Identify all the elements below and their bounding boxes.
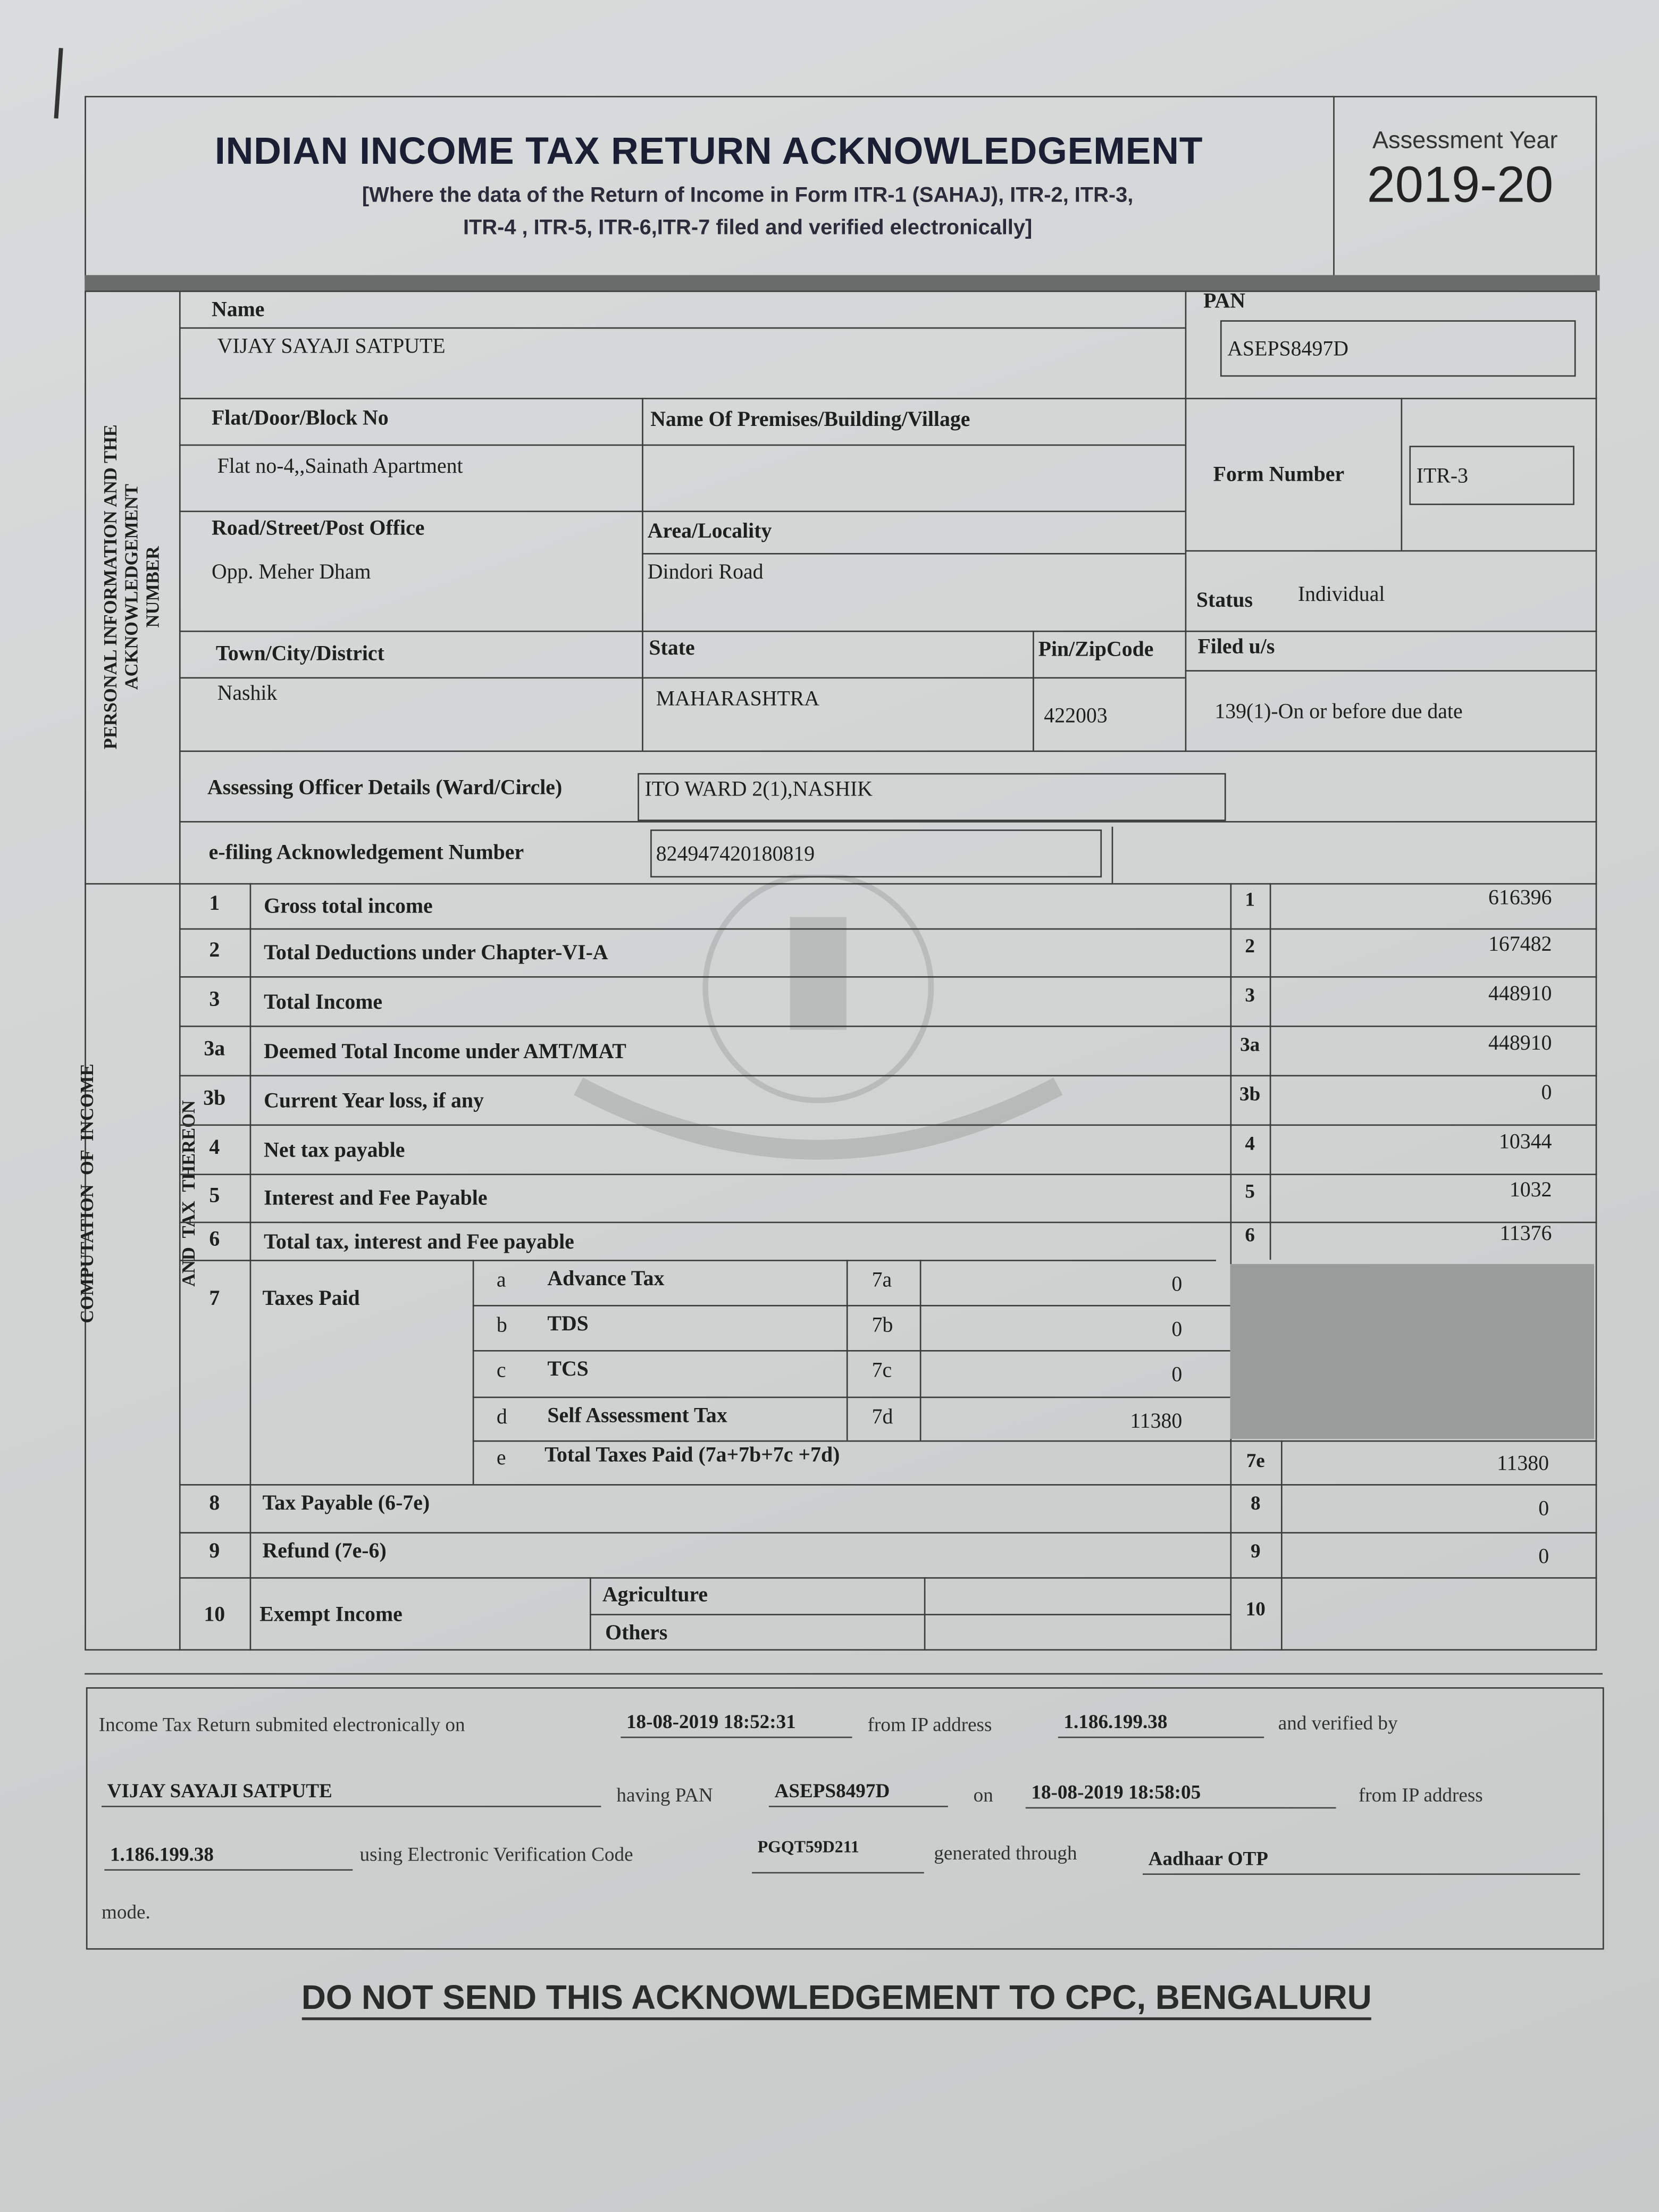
row-value: 11376 — [1499, 1222, 1552, 1245]
divider — [1185, 550, 1597, 552]
sub-code: 7b — [872, 1314, 893, 1338]
row-code: 4 — [1245, 1133, 1255, 1155]
divider — [642, 553, 1185, 555]
divider — [1401, 398, 1403, 550]
row-number: 5 — [209, 1185, 220, 1208]
town-label: Town/City/District — [215, 643, 384, 666]
town-value: Nashik — [217, 683, 278, 706]
row-code: 6 — [1245, 1225, 1255, 1247]
row-value: 11380 — [1497, 1453, 1549, 1476]
divider — [1185, 670, 1597, 672]
divider — [179, 1532, 1597, 1534]
row-label: Total tax, interest and Fee payable — [264, 1230, 574, 1254]
row-label: Net tax payable — [264, 1139, 405, 1162]
divider — [1185, 291, 1187, 751]
divider — [473, 1350, 1230, 1352]
section-label-line: ACKNOWLEDGEMENT — [120, 484, 142, 690]
verification-method: Aadhaar OTP — [1143, 1849, 1580, 1875]
filed-label: Filed u/s — [1197, 636, 1275, 659]
sub-letter: c — [496, 1360, 506, 1383]
row-value: 448910 — [1488, 982, 1552, 1006]
divider — [1230, 1440, 1597, 1442]
verified-pan: ASEPS8497D — [769, 1782, 948, 1807]
income-tax-department-emblem-watermark — [564, 875, 1072, 1199]
row-code: 7e — [1246, 1452, 1265, 1473]
row-value: 0 — [1541, 1081, 1552, 1104]
divider — [179, 928, 1597, 930]
footer-notice — [85, 1979, 1588, 2018]
divider — [179, 677, 1185, 678]
form-number-value: ITR-3 — [1416, 465, 1469, 488]
state-value: MAHARASHTRA — [656, 688, 820, 711]
submit-ip: 1.186.199.38 — [1058, 1713, 1264, 1738]
sub-label: Self Assessment Tax — [547, 1405, 727, 1428]
row-code: 5 — [1245, 1182, 1255, 1204]
row-number: 6 — [209, 1228, 220, 1251]
row-number: 4 — [209, 1136, 220, 1159]
divider — [179, 398, 1597, 399]
divider — [473, 1397, 1230, 1398]
area-label: Area/Locality — [647, 520, 772, 543]
row-code: 8 — [1250, 1494, 1261, 1515]
sub-label: TCS — [547, 1358, 589, 1381]
section-label-line: NUMBER — [141, 546, 163, 628]
row-label: Gross total income — [264, 895, 433, 919]
divider — [179, 1125, 1597, 1126]
sub-label: Advance Tax — [547, 1268, 665, 1291]
ao-value: ITO WARD 2(1),NASHIK — [644, 778, 873, 801]
pin-value: 422003 — [1044, 705, 1108, 728]
divider — [179, 631, 1597, 632]
verified-on: 18-08-2019 18:58:05 — [1026, 1783, 1336, 1809]
flat-label: Flat/Door/Block No — [211, 407, 389, 431]
row-value: 167482 — [1488, 934, 1552, 957]
subtitle-line-2: ITR-4 , ITR-5, ITR-6,ITR-7 filed and verified electronically] — [463, 215, 1033, 240]
row-value: 0 — [1538, 1546, 1549, 1569]
divider — [473, 1305, 1230, 1306]
filed-value: 139(1)-On or before due date — [1214, 701, 1463, 724]
row-label: Refund (7e-6) — [262, 1540, 387, 1563]
sub-letter: b — [496, 1314, 507, 1338]
row-value: 1032 — [1509, 1179, 1552, 1202]
verified-by: VIJAY SAYAJI SATPUTE — [102, 1782, 601, 1807]
section-label-line: AND TAX THEREON — [178, 1100, 199, 1287]
verification-text: having PAN — [616, 1786, 713, 1807]
row-label: Total Deductions under Chapter-VI-A — [264, 942, 608, 965]
divider — [179, 750, 1597, 752]
divider — [473, 1440, 1230, 1442]
sub-label: TDS — [547, 1313, 589, 1336]
sub-value: 0 — [1171, 1273, 1183, 1297]
row-label: Total Income — [264, 991, 383, 1014]
verification-text: on — [973, 1786, 993, 1807]
sub-label: Agriculture — [602, 1584, 708, 1607]
divider — [179, 291, 181, 1651]
sub-value: 0 — [1171, 1364, 1183, 1387]
sub-code: 7c — [872, 1360, 892, 1383]
row-number: 7 — [209, 1288, 220, 1311]
personal-section-label — [99, 424, 163, 749]
road-label: Road/Street/Post Office — [211, 517, 425, 541]
redacted-area — [1230, 1264, 1594, 1439]
row-code: 3 — [1245, 985, 1255, 1007]
submitted-on: 18-08-2019 18:52:31 — [621, 1713, 852, 1738]
row-code: 3b — [1239, 1084, 1261, 1105]
row-label: Exempt Income — [259, 1604, 403, 1627]
row-code: 2 — [1245, 936, 1255, 958]
row-label: Current Year loss, if any — [264, 1090, 484, 1112]
divider — [179, 328, 1185, 329]
verification-text: from IP address — [1358, 1786, 1483, 1807]
pan-value: ASEPS8497D — [1227, 338, 1348, 362]
row-number: 3 — [209, 988, 220, 1011]
assessment-year-label: Assessment Year — [1372, 127, 1558, 154]
divider — [179, 1075, 1597, 1077]
divider — [179, 821, 1597, 823]
sub-letter: e — [496, 1447, 506, 1470]
row-number: 1 — [209, 893, 220, 916]
name-value: VIJAY SAYAJI SATPUTE — [217, 336, 446, 358]
divider — [642, 398, 643, 750]
row-code: 1 — [1245, 890, 1255, 911]
name-label: Name — [211, 299, 265, 322]
status-label: Status — [1196, 589, 1253, 613]
divider — [85, 1673, 1603, 1675]
divider — [179, 1174, 1597, 1175]
form-number-label: Form Number — [1213, 464, 1345, 487]
divider — [179, 976, 1597, 978]
row-value: 616396 — [1488, 887, 1552, 910]
section-label-line: COMPUTATION OF INCOME — [76, 1063, 98, 1323]
footer-text: DO NOT SEND THIS ACKNOWLEDGEMENT TO CPC, BENGALURU — [301, 1979, 1372, 2020]
row-label: Taxes Paid — [262, 1288, 360, 1311]
sub-label: Others — [605, 1622, 668, 1645]
sub-code: 7d — [872, 1406, 893, 1429]
section-label-line: PERSONAL INFORMATION AND THE — [99, 424, 121, 750]
verification-text: and verified by — [1278, 1714, 1398, 1736]
divider — [179, 1484, 1597, 1486]
row-code: 9 — [1250, 1541, 1261, 1563]
pen-mark — [54, 48, 63, 119]
divider — [1270, 883, 1271, 1260]
row-code: 3a — [1240, 1035, 1260, 1056]
sub-label: Total Taxes Paid (7a+7b+7c +7d) — [544, 1444, 840, 1468]
row-value: 10344 — [1498, 1130, 1552, 1153]
row-number: 3b — [203, 1087, 226, 1110]
row-number: 2 — [209, 939, 220, 962]
verification-text: generated through — [934, 1844, 1077, 1865]
area-value: Dindori Road — [647, 561, 764, 584]
row-number: 3a — [204, 1037, 225, 1060]
divider — [179, 1577, 1597, 1579]
page-title: INDIAN INCOME TAX RETURN ACKNOWLEDGEMENT — [214, 130, 1203, 172]
divider — [179, 1026, 1597, 1027]
sub-value: 0 — [1171, 1319, 1183, 1342]
ack-label: e-filing Acknowledgement Number — [208, 842, 524, 865]
divider — [179, 445, 1185, 446]
road-value: Opp. Meher Dham — [211, 561, 371, 584]
verification-text: from IP address — [867, 1715, 992, 1737]
row-value: 0 — [1538, 1498, 1549, 1521]
divider — [473, 1260, 474, 1484]
divider — [1112, 827, 1113, 883]
row-value: 448910 — [1488, 1032, 1552, 1055]
state-label: State — [649, 638, 695, 660]
evc-code: PGQT59D211 — [752, 1837, 924, 1873]
header-bar — [85, 275, 1599, 290]
ack-value: 824947420180819 — [656, 843, 815, 867]
subtitle-line-1: [Where the data of the Return of Income in Form ITR-1 (SAHAJ), ITR-2, ITR-3, — [362, 183, 1134, 208]
flat-value: Flat no-4,,Sainath Apartment — [217, 455, 463, 479]
ao-label: Assessing Officer Details (Ward/Circle) — [207, 777, 563, 800]
row-label: Tax Payable (6-7e) — [262, 1492, 430, 1515]
row-label: Interest and Fee Payable — [264, 1187, 488, 1211]
verification-text: mode. — [102, 1903, 150, 1924]
sub-code: 7a — [872, 1269, 892, 1293]
sub-letter: a — [496, 1269, 506, 1293]
sub-value: 11380 — [1130, 1411, 1183, 1434]
row-number: 8 — [209, 1492, 220, 1515]
sub-letter: d — [496, 1406, 507, 1429]
premises-label: Name Of Premises/Building/Village — [650, 409, 970, 432]
divider — [250, 883, 252, 1650]
row-code: 10 — [1245, 1599, 1266, 1621]
divider — [1033, 631, 1034, 751]
pan-label: PAN — [1203, 290, 1245, 313]
verification-text: using Electronic Verification Code — [359, 1845, 633, 1867]
assessment-year: 2019-20 — [1367, 155, 1554, 213]
divider — [590, 1614, 1230, 1615]
verification-text: Income Tax Return submited electronically on — [98, 1715, 465, 1737]
divider — [179, 1260, 1216, 1261]
verify-ip: 1.186.199.38 — [104, 1845, 353, 1871]
status-value: Individual — [1297, 584, 1385, 607]
row-number: 10 — [204, 1604, 225, 1627]
divider — [179, 510, 1185, 512]
row-number: 9 — [209, 1540, 220, 1563]
row-label: Deemed Total Income under AMT/MAT — [264, 1040, 626, 1063]
pin-label: Pin/ZipCode — [1038, 639, 1154, 662]
